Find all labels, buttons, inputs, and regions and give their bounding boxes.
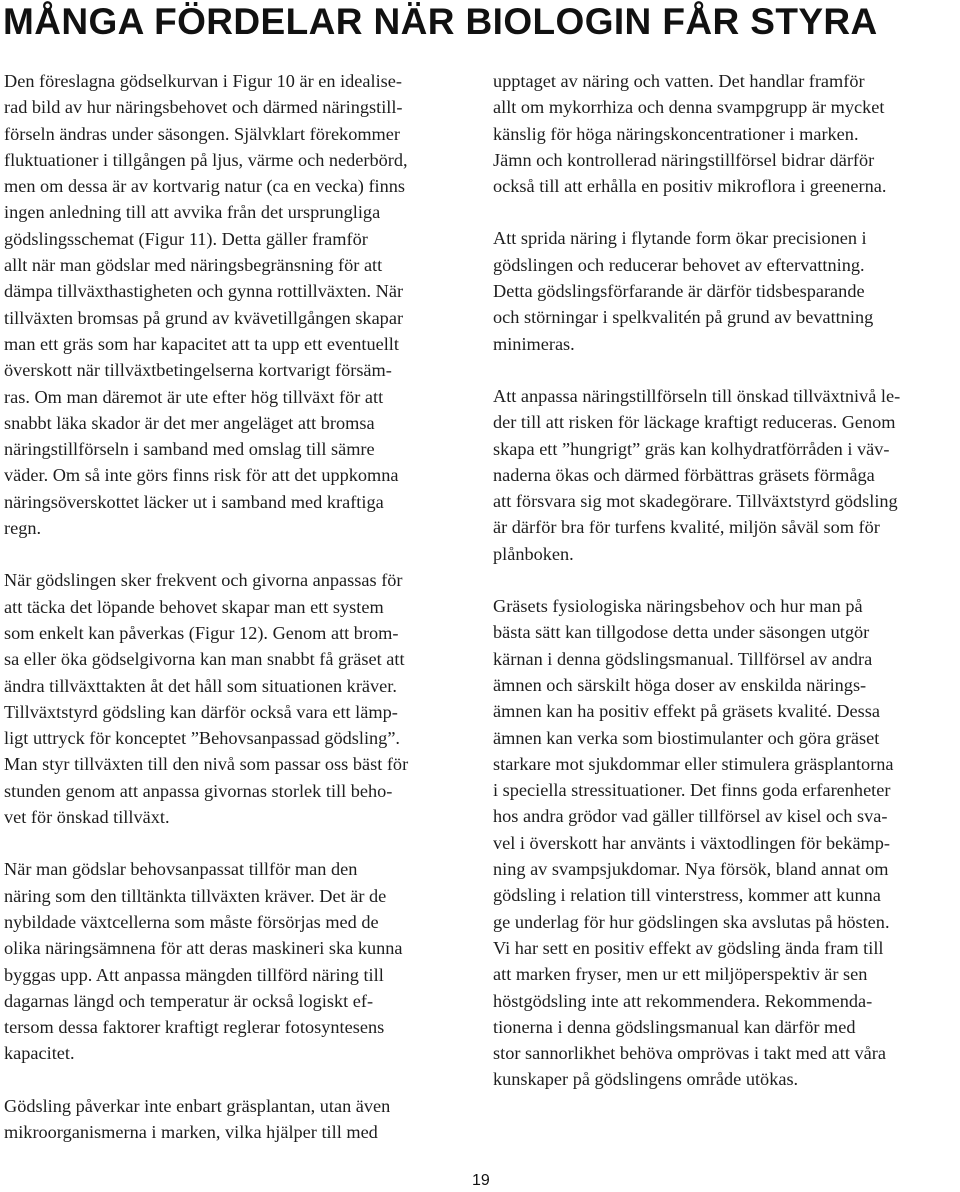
text-line: och störningar i spelkvalitén på grund av bevattning: [493, 307, 874, 328]
text-line: också till att erhålla en positiv mikroflora i greenerna.: [493, 176, 887, 197]
text-line: att täcka det löpande behovet skapar man ett system: [4, 596, 384, 617]
paragraph: [493, 68, 957, 199]
text-line: Tillväxtstyrd gödsling kan därför också vara ett lämp-: [4, 701, 398, 722]
text-line: väder. Om så inte görs finns risk för att det uppkomna: [4, 465, 399, 486]
text-line: ändra tillväxttakten åt det håll som situationen kräver.: [4, 675, 397, 696]
text-line: stor sannorlikhet behöva omprövas i takt med att våra: [493, 1043, 886, 1064]
text-line: ligt uttryck för konceptet ”Behovsanpassad gödsling”.: [4, 728, 401, 749]
text-line: är därför bra för turfens kvalité, miljön såväl som för: [493, 517, 880, 538]
text-line: dagarnas längd och temperatur är också logiskt ef-: [4, 990, 374, 1011]
text-line: Man styr tillväxten till den nivå som passar oss bäst för: [4, 754, 409, 775]
text-line: sa eller öka gödselgivorna kan man snabbt få gräset att: [4, 649, 405, 670]
text-line: fluktuationer i tillgången på ljus, värme och nederbörd,: [4, 149, 408, 170]
text-line: När gödslingen sker frekvent och givorna anpassas för: [4, 570, 403, 591]
text-line: man ett gräs som har kapacitet att ta upp ett eventuellt: [4, 333, 399, 354]
text-line: vel i överskott har använts i växtodlingen för bekämp-: [493, 832, 891, 853]
text-line: dämpa tillväxthastigheten och gynna rottillväxten. När: [4, 281, 404, 302]
text-line: Gräsets fysiologiska näringsbehov och hur man på: [493, 596, 863, 617]
text-line: gödslingen och reducerar behovet av eftervattning.: [493, 254, 865, 275]
text-line: ämnen kan ha positiv effekt på gräsets kvalité. Dessa: [493, 701, 881, 722]
text-line: mikroorganismerna i marken, vilka hjälper till med: [4, 1121, 378, 1142]
text-line: Jämn och kontrollerad näringstillförsel bidrar därför: [493, 149, 875, 170]
page-heading: MÅNGA FÖRDELAR NÄR BIOLOGIN FÅR STYRA: [3, 1, 878, 42]
text-line: gödslingsschemat (Figur 11). Detta gäller framför: [4, 228, 368, 249]
text-line: näringsöverskottet läcker ut i samband med kraftiga: [4, 491, 384, 512]
text-line: överskott när tillväxtbetingelserna kortvarigt försäm-: [4, 360, 392, 381]
text-line: höstgödsling inte att rekommendera. Rekommenda-: [493, 990, 873, 1011]
paragraph: [493, 225, 957, 356]
text-line: kapacitet.: [4, 1043, 75, 1064]
text-line: regn.: [4, 518, 42, 539]
text-line: kärnan i denna gödslingsmanual. Tillförsel av andra: [493, 648, 873, 669]
text-line: som enkelt kan påverkas (Figur 12). Genom att brom-: [4, 622, 399, 643]
text-line: När man gödslar behovsanpassat tillför man den: [4, 859, 358, 880]
text-line: att försvara sig mot skadegörare. Tillväxtstyrd gödsling: [493, 491, 898, 512]
text-line: rad bild av hur näringsbehovet och därmed näringstill-: [4, 97, 403, 118]
text-line: tersom dessa faktorer kraftigt reglerar fotosyntesens: [4, 1017, 385, 1038]
text-line: minimeras.: [493, 333, 575, 354]
text-line: Att sprida näring i flytande form ökar precisionen i: [493, 228, 867, 249]
text-line: der till att risken för läckage kraftigt reduceras. Genom: [493, 412, 896, 433]
text-line: allt när man gödslar med näringsbegränsning för att: [4, 255, 383, 276]
text-line: Detta gödslingsförfarande är därför tidsbesparande: [493, 281, 865, 302]
text-line: bästa sätt kan tillgodose detta under säsongen utgör: [493, 622, 870, 643]
text-line: näringstillförseln i samband med omslag till sämre: [4, 439, 375, 460]
text-line: Den föreslagna gödselkurvan i Figur 10 är en idealise-: [4, 71, 403, 91]
text-line: att marken fryser, men ur ett miljöperspektiv är sen: [493, 964, 868, 985]
text-line: starkare mot sjukdommar eller stimulera gräsplantorna: [493, 753, 894, 774]
paragraph: [493, 383, 957, 567]
paragraph: [4, 1093, 470, 1146]
text-line: plånboken.: [493, 543, 574, 564]
text-line: tionerna i denna gödslingsmanual kan därför med: [493, 1016, 856, 1037]
text-line: nybildade växtcellerna som måste försörjas med de: [4, 911, 379, 932]
text-line: naderna ökas och därmed förbättras gräsets förmåga: [493, 464, 875, 485]
text-line: ras. Om man däremot är ute efter hög tillväxt för att: [4, 386, 384, 407]
text-line: skapa ett ”hungrigt” gräs kan kolhydratförråden i väv-: [493, 438, 890, 459]
text-line: tillväxten bromsas på grund av kvävetillgången skapar: [4, 307, 404, 328]
text-line: näring som den tilltänkta tillväxten kräver. Det är de: [4, 885, 387, 906]
text-line: Att anpassa näringstillförseln till önskad tillväxtnivå le-: [493, 385, 901, 406]
paragraph: [4, 567, 470, 830]
text-line: ämnen kan verka som biostimulanter och göra gräset: [493, 727, 880, 748]
right-column: [493, 68, 957, 1119]
text-line: känslig för höga näringskoncentrationer i marken.: [493, 123, 859, 144]
text-line: förseln ändras under säsongen. Självklart förekommer: [4, 123, 400, 144]
text-line: ge underlag för hur gödslingen ska avslutas på hösten.: [493, 911, 890, 932]
text-line: upptaget av näring och vatten. Det handlar framför: [493, 71, 865, 91]
text-line: ämnen och särskilt höga doser av enskilda närings-: [493, 674, 867, 695]
text-line: kunskaper på gödslingens område utökas.: [493, 1069, 799, 1090]
paragraph: [4, 856, 470, 1066]
text-line: ning av svampsjukdomar. Nya försök, bland annat om: [493, 859, 889, 880]
text-line: Vi har sett en positiv effekt av gödsling ända fram till: [493, 937, 884, 958]
page-number: 19: [472, 1172, 490, 1189]
text-line: stunden genom att anpassa givornas storlek till beho-: [4, 780, 393, 801]
text-line: olika näringsämnena för att deras maskineri ska kunna: [4, 938, 403, 959]
text-line: men om dessa är av kortvarig natur (ca en vecka) finns: [4, 176, 406, 197]
text-line: Gödsling påverkar inte enbart gräsplantan, utan även: [4, 1095, 391, 1116]
paragraph: [4, 68, 470, 541]
text-line: gödsling i relation till vinterstress, kommer att kunna: [493, 885, 881, 906]
text-line: vet för önskad tillväxt.: [4, 807, 170, 828]
text-line: hos andra grödor vad gäller tillförsel av kisel och sva-: [493, 806, 888, 827]
text-line: byggas upp. Att anpassa mängden tillförd näring till: [4, 964, 384, 985]
text-line: i speciella stressituationer. Det finns goda erfarenheter: [493, 780, 891, 801]
text-line: allt om mykorrhiza och denna svampgrupp är mycket: [493, 97, 885, 118]
text-line: ingen anledning till att avvika från det ursprungliga: [4, 202, 381, 223]
paragraph: [493, 593, 957, 1093]
left-column: [4, 68, 470, 1171]
text-line: snabbt läka skador är det mer angeläget att bromsa: [4, 412, 375, 433]
